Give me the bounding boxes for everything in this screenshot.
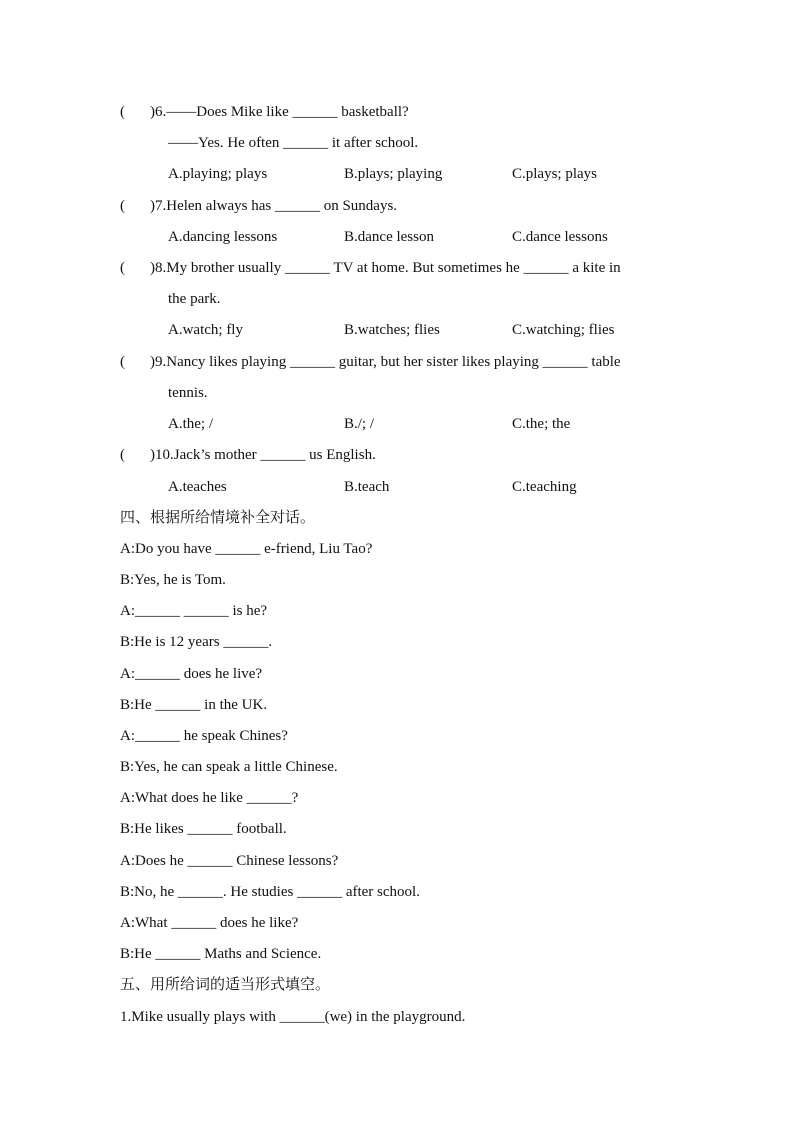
dialogue-line: A:Do you have ______ e-friend, Liu Tao? <box>120 541 373 557</box>
q6-option-c: C.plays; plays <box>512 166 597 182</box>
dialogue-line: B:Yes, he is Tom. <box>120 572 226 588</box>
q7-option-a: A.dancing lessons <box>168 229 278 245</box>
q7-text: )7.Helen always has ______ on Sundays. <box>150 198 398 214</box>
q10-option-b: B.teach <box>344 479 390 495</box>
q8-text: )8.My brother usually ______ TV at home. But sometimes he ______ a kite in <box>150 260 621 276</box>
q9-continuation: tennis. <box>168 385 208 401</box>
q8-option-c: C.watching; flies <box>512 322 615 338</box>
dialogue-line: B:No, he ______. He studies ______ after school. <box>120 884 420 900</box>
q6-reply: ——Yes. He often ______ it after school. <box>168 135 419 151</box>
q6-option-b: B.plays; playing <box>344 166 443 182</box>
q9-paren: ( <box>120 354 125 370</box>
q8-paren: ( <box>120 260 125 276</box>
fill-in-line: 1.Mike usually plays with ______(we) in the playground. <box>120 1009 466 1025</box>
dialogue-line: A:______ he speak Chines? <box>120 728 288 744</box>
q9-option-b: B./; / <box>344 416 375 432</box>
q10-option-c: C.teaching <box>512 479 577 495</box>
q8-continuation: the park. <box>168 291 221 307</box>
q9-option-c: C.the; the <box>512 416 571 432</box>
section4-heading: 四、根据所给情境补全对话。 <box>120 510 316 526</box>
q8-option-a: A.watch; fly <box>168 322 243 338</box>
dialogue-line: B:He is 12 years ______. <box>120 634 273 650</box>
q10-option-a: A.teaches <box>168 479 227 495</box>
q6-paren: ( <box>120 104 125 120</box>
dialogue-line: A:______ ______ is he? <box>120 603 268 619</box>
q6-option-a: A.playing; plays <box>168 166 268 182</box>
q6-text: )6.——Does Mike like ______ basketball? <box>150 104 409 120</box>
q8-option-b: B.watches; flies <box>344 322 440 338</box>
dialogue-line: B:He ______ in the UK. <box>120 697 268 713</box>
dialogue-line: B:He likes ______ football. <box>120 821 287 837</box>
q7-option-c: C.dance lessons <box>512 229 608 245</box>
q10-text: )10.Jack’s mother ______ us English. <box>150 447 376 463</box>
q7-option-b: B.dance lesson <box>344 229 434 245</box>
dialogue-line: A:What ______ does he like? <box>120 915 299 931</box>
dialogue-line: A:______ does he live? <box>120 666 263 682</box>
dialogue-line: B:Yes, he can speak a little Chinese. <box>120 759 338 775</box>
q10-paren: ( <box>120 447 125 463</box>
section5-heading: 五、用所给词的适当形式填空。 <box>120 977 331 993</box>
q7-paren: ( <box>120 198 125 214</box>
dialogue-line: A:Does he ______ Chinese lessons? <box>120 853 339 869</box>
dialogue-line: A:What does he like ______? <box>120 790 299 806</box>
q9-option-a: A.the; / <box>168 416 213 432</box>
dialogue-line: B:He ______ Maths and Science. <box>120 946 322 962</box>
q9-text: )9.Nancy likes playing ______ guitar, but her sister likes playing ______ table <box>150 354 621 370</box>
